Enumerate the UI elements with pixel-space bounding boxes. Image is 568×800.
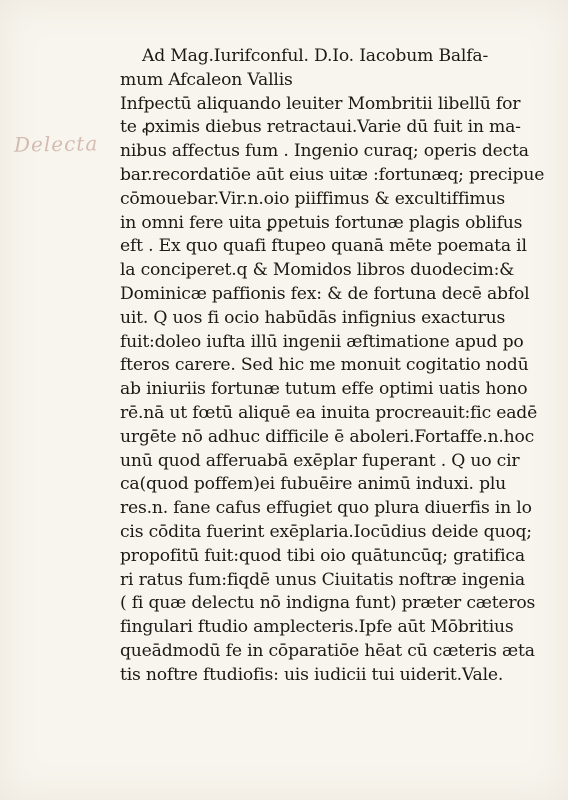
text-line: propofitū fuit:quod tibi oio quātuncūq; gratifica bbox=[120, 545, 525, 566]
text-line: bar.recordatiōe aūt eius uitæ :fortunæq; precipue bbox=[120, 164, 545, 185]
text-line: cōmouebar.Vir.n.oio piiffimus & excultiffimus bbox=[120, 188, 505, 209]
text-line: unū quod afferuabā exēplar fuperant . Q uo cir bbox=[120, 450, 520, 471]
text-line: Infpectū aliquando leuiter Mombritii libellū for bbox=[120, 93, 521, 114]
text-line: tis noftre ftudiofis: uis iudicii tui uiderit.Vale. bbox=[120, 664, 504, 685]
text-line: ri ratus fum:fiqdē unus Ciuitatis noftræ ingenia bbox=[120, 569, 525, 590]
heading-line-1: Ad Mag.Iurifconful. D.Io. Iacobum Balfa- bbox=[142, 46, 489, 66]
text-line: te ꝓximis diebus retractaui.Varie dū fuit in ma- bbox=[120, 117, 521, 138]
text-line: rē.nā ut fœtū aliquē ea inuita procreauit:fic eadē bbox=[120, 402, 538, 423]
text-line: uit. Q uos fi ocio habūdās infignius exacturus bbox=[120, 307, 506, 328]
text-line: Dominicæ paffionis fex: & de fortuna decē abfol bbox=[120, 283, 530, 304]
text-line: queādmodū fe in cōparatiōe hēat cū cæteris æta bbox=[120, 640, 535, 661]
text-line: fteros carere. Sed hic me monuit cogitatio nodū bbox=[120, 355, 529, 376]
text-line: eft . Ex quo quafi ftupeo quanā mēte poemata il bbox=[120, 236, 527, 257]
text-line: in omni fere uita ꝑpetuis fortunæ plagis oblifus bbox=[120, 212, 523, 233]
text-line: ( fi quæ delectu nō indigna funt) præter cæteros bbox=[120, 593, 536, 614]
text-line: urgēte nō adhuc difficile ē aboleri.Fortaffe.n.hoc bbox=[120, 426, 535, 447]
text-line: res.n. fane cafus effugiet quo plura diuerfis in lo bbox=[120, 498, 532, 519]
text-line: cis cōdita fuerint exēplaria.Iocūdius deide quoq; bbox=[120, 521, 532, 542]
text-line: la conciperet.q & Momidos libros duodecim:& bbox=[120, 260, 515, 281]
letter-text-block bbox=[120, 45, 545, 688]
text-line: ab iniuriis fortunæ tutum effe optimi uatis hono bbox=[120, 379, 528, 400]
heading-line-2: mum Afcaleon Vallis bbox=[120, 69, 293, 90]
text-line: fingulari ftudio amplecteris.Ipfe aūt Mōbritius bbox=[120, 617, 514, 638]
text-line: nibus affectus fum . Ingenio curaq; operis decta bbox=[120, 141, 529, 162]
text-line: ca(quod poffem)ei fubuēire animū induxi. plu bbox=[120, 474, 507, 495]
margin-annotation: Delecta bbox=[13, 131, 99, 157]
text-line: fuit:doleo iufta illū ingenii æftimatione apud po bbox=[120, 331, 524, 352]
